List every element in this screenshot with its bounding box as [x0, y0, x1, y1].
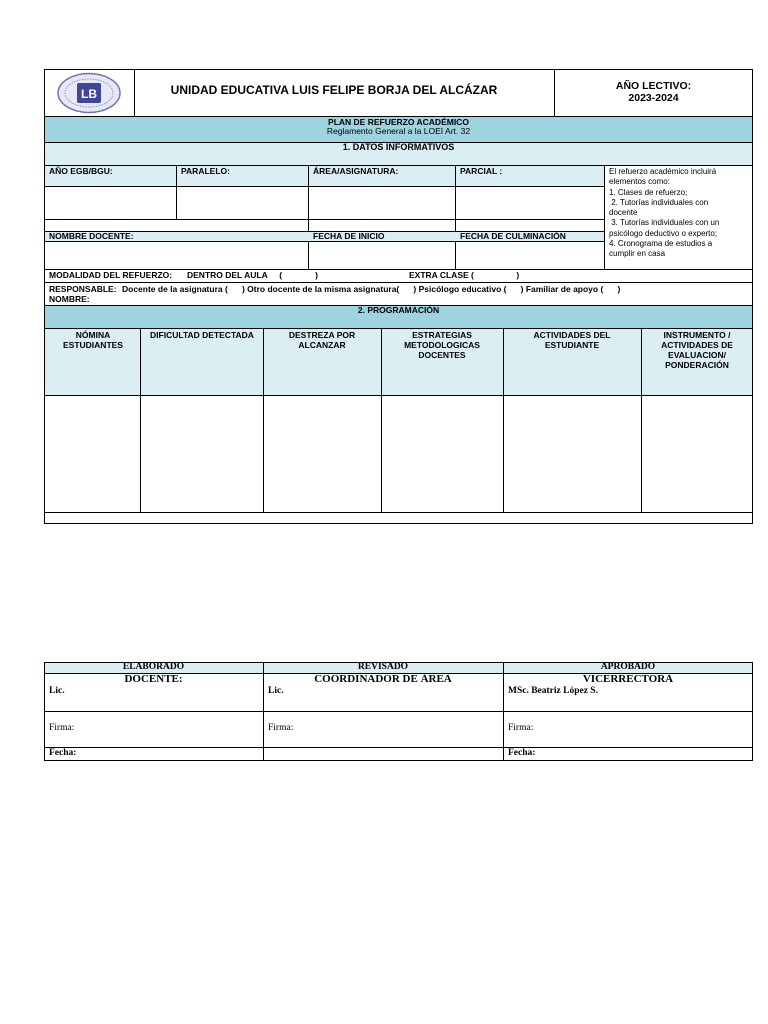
refuerzo-note: El refuerzo académico incluirá elementos como: 1. Clases de refuerzo; 2. Tutorías individuales con docente 3. Tutorías individuales con un psicólogo deductivo o experto; 4. Cronograma de estudios a cumplir en casa [609, 167, 720, 259]
col-header-activities: ACTIVIDADES DEL ESTUDIANTE [533, 330, 611, 350]
school-year-value: 2023-2024 [628, 92, 679, 104]
plan-title: PLAN DE REFUERZO ACADÉMICO [328, 117, 469, 127]
name-coordinator[interactable]: Lic. [268, 686, 284, 696]
modality-in-class[interactable]: DENTRO DEL AULA ( ) [187, 270, 318, 280]
term-field[interactable] [456, 187, 603, 218]
role-vice-principal: VICERRECTORA [582, 673, 674, 685]
start-date-field[interactable] [309, 242, 454, 268]
role-teacher: DOCENTE: [124, 673, 183, 685]
end-date-label: FECHA DE CULMINACIÓN [460, 231, 566, 241]
term-label: PARCIAL : [460, 166, 503, 176]
section2-title: 2. PROGRAMACIÓN [357, 305, 440, 315]
line-219 [44, 219, 605, 220]
cell-activities[interactable] [504, 396, 640, 511]
col-header-strategies: ESTRATEGIAS METODOLOGICAS DOCENTES [404, 330, 480, 360]
sign-label-teacher[interactable]: Firma: [49, 723, 75, 733]
col-header-skill: DESTREZA POR ALCANZAR [288, 330, 356, 350]
role-coordinator: COORDINADOR DE ÁREA [314, 673, 452, 685]
col-header-instrument: INSTRUMENTO / ACTIVIDADES DE EVALUACION/ PONDERACIÓN [661, 330, 733, 370]
responsible-options[interactable]: Docente de la asignatura ( ) Otro docente de la misma asignatura( ) Psicólogo educativo ( ) Familiar de apoyo ( ) [122, 284, 621, 294]
subject-field[interactable] [309, 187, 454, 218]
name-vice-principal[interactable]: MSc. Beatriz López S. [508, 686, 598, 696]
school-logo [56, 72, 122, 114]
teacher-field[interactable] [45, 242, 307, 268]
divider-604 [604, 165, 605, 269]
name-label: NOMBRE: [49, 294, 90, 304]
grade-label: AÑO EGB/BGU: [49, 166, 113, 176]
plan-subtitle: Reglamento General a la LOEI Art. 32 [326, 126, 471, 136]
sign-label-coordinator[interactable]: Firma: [268, 723, 294, 733]
name-teacher[interactable]: Lic. [49, 686, 65, 696]
col-header-difficulty: DIFICULTAD DETECTADA [150, 330, 254, 340]
grade-field[interactable] [45, 187, 175, 218]
svg-text:LB: LB [81, 87, 97, 101]
cell-difficulty[interactable] [141, 396, 262, 511]
date-label-teacher[interactable]: Fecha: [49, 748, 77, 758]
cell-students[interactable] [45, 396, 139, 511]
start-date-label: FECHA DE INICIO [313, 231, 385, 241]
date-label-vice-principal[interactable]: Fecha: [508, 748, 536, 758]
sig-header-reviewed: REVISADO [357, 662, 409, 672]
responsible-label: RESPONSABLE: [49, 284, 117, 294]
line-512 [44, 512, 753, 513]
sig-header-prepared: ELABORADO [122, 662, 185, 672]
sig-header-approved: APROBADO [600, 662, 656, 672]
cell-strategies[interactable] [382, 396, 502, 511]
school-name: UNIDAD EDUCATIVA LUIS FELIPE BORJA DEL ALCÁZAR [170, 83, 498, 97]
school-year-label: AÑO LECTIVO: [615, 80, 692, 92]
col-header-students: NÓMINA ESTUDIANTES [63, 330, 123, 350]
parallel-label: PARALELO: [181, 166, 230, 176]
subject-label: ÁREA/ASIGNATURA: [313, 166, 399, 176]
cell-instrument[interactable] [642, 396, 752, 511]
modality-label: MODALIDAD DEL REFUERZO: [49, 270, 173, 280]
end-date-field[interactable] [456, 242, 603, 268]
section1-title: 1. DATOS INFORMATIVOS [342, 142, 455, 152]
parallel-field[interactable] [177, 187, 307, 218]
sig-line-711 [44, 711, 753, 712]
modality-extra-class[interactable]: EXTRA CLASE ( ) [409, 270, 520, 280]
sign-label-vice-principal[interactable]: Firma: [508, 723, 534, 733]
teacher-label: NOMBRE DOCENTE: [49, 231, 134, 241]
cell-skill[interactable] [264, 396, 380, 511]
sig-line-747 [44, 747, 753, 748]
line-282 [44, 282, 753, 283]
